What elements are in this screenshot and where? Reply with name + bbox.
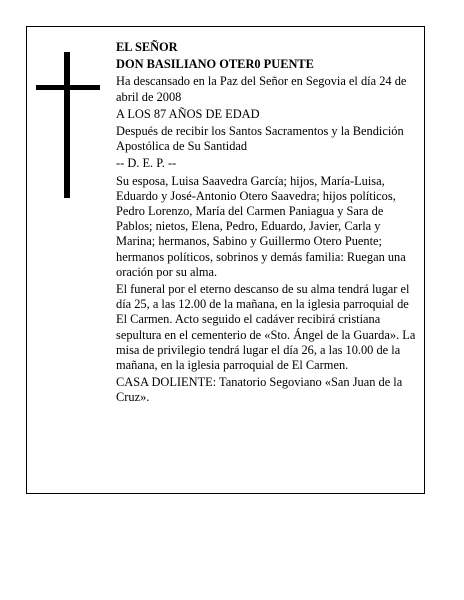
age-line: A LOS 87 AÑOS DE EDAD xyxy=(116,106,260,121)
funeral-paragraph: El funeral por el eterno descanso de su alma tendrá lugar el día 25, a las 12.00 de la mañana, en la iglesia parroquial de El Carmen. Acto seguido el cadáver recibirá cristiana sepultura en el cementerio de «Sto. Ángel de la Guarda». La misa de privilegio tendrá lugar el día 26, a las 10.00 de la mañana, en la iglesia parroquial de El Carmen. xyxy=(116,282,416,373)
rip-line: -- D. E. P. -- xyxy=(116,156,177,171)
deceased-honorific: EL SEÑOR xyxy=(116,40,178,54)
obituary-text xyxy=(116,40,418,408)
cross-vertical-bar xyxy=(64,52,70,198)
cross-horizontal-bar xyxy=(36,85,100,90)
death-announcement: Ha descansado en la Paz del Señor en Segovia el día 24 de abril de 2008 xyxy=(116,74,407,104)
deceased-name: DON BASILIANO OTER0 PUENTE xyxy=(116,57,314,72)
sacraments-line: Después de recibir los Santos Sacramentos y la Bendición Apostólica de Su Santidad xyxy=(116,124,404,154)
mourning-house-line: CASA DOLIENTE: Tanatorio Segoviano «San Juan de la Cruz». xyxy=(116,375,403,405)
cross-icon xyxy=(36,52,100,198)
family-paragraph: Su esposa, Luisa Saavedra García; hijos, María-Luisa, Eduardo y José-Antonio Otero Saavedra; hijos políticos, Pedro Lorenzo, María del Carmen Paniagua y Sara de Pablos; nietos, Elena, Pedro, Eduardo, Javier, Carla y Marina; hermanos, Sabino y Guillermo Otero Puente; hermanos políticos, sobrinos y demás familia: Ruegan una oración por su alma. xyxy=(116,173,406,279)
